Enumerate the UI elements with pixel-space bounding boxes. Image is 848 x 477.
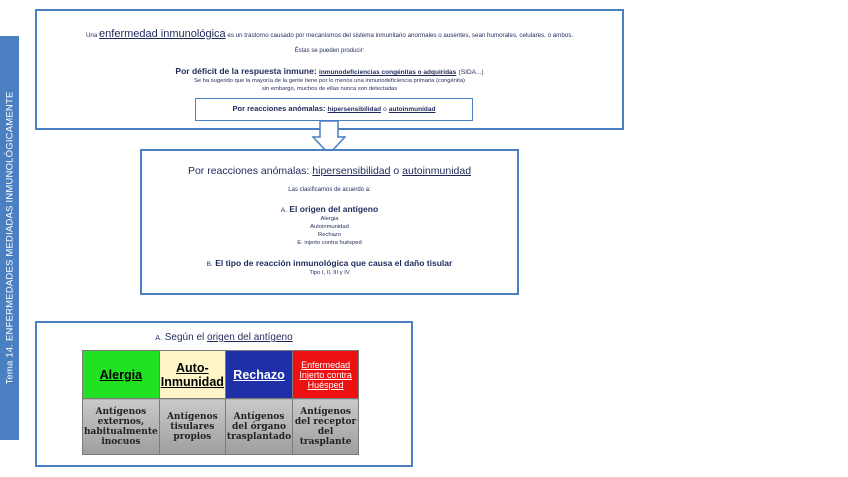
header-autoinmunidad [159, 351, 225, 399]
sidebar-title: Tema 14. ENFERMEDADES MEDIADAS INMUNOLÓGICAMENTE [4, 91, 15, 385]
header-rechazo-label: Rechazo [233, 367, 285, 382]
tag-link-hipersensibilidad[interactable]: hipersensibilidad [327, 106, 382, 113]
reactions-link-hipersensibilidad[interactable]: hipersensibilidad [312, 165, 391, 177]
sidebar [0, 36, 19, 440]
origin-box [35, 321, 413, 467]
header-autoinmunidad-label: Auto-Inmunidad [160, 360, 224, 389]
b-subtext: Tipo I, II, III y IV [309, 270, 350, 276]
a-heading: El origen del antígeno [289, 204, 379, 214]
cell-autoinmunidad [159, 399, 225, 455]
reaction-tag [195, 98, 473, 121]
intro-line [37, 28, 622, 40]
list-item: Alergia [320, 216, 339, 222]
tag-label: Por reacciones anómalas: [232, 104, 326, 113]
tag-connector: o [383, 106, 387, 113]
reactions-box [140, 149, 519, 295]
section-b-heading [142, 258, 517, 268]
list-item: E. injerto contra huésped [297, 240, 362, 246]
reactions-connector: o [393, 165, 400, 177]
header-alergia [83, 351, 160, 399]
reactions-title [142, 165, 517, 177]
table-header-row [83, 351, 359, 399]
origin-table [82, 350, 359, 455]
tag-link-autoinmunidad[interactable]: autoinmunidad [388, 106, 436, 113]
intro-box [35, 9, 624, 130]
deficit-line [37, 66, 622, 76]
header-injerto-label: Enfermedad Injerto contra Huésped [299, 359, 352, 390]
deficit-link[interactable]: inmunodeficiencias congénitas o adquiridas [319, 69, 457, 76]
section-a-heading [142, 204, 517, 214]
origin-link[interactable]: origen del antígeno [207, 332, 293, 343]
list-item: Autoinmunidad [310, 224, 349, 230]
note-line-1: Se ha sugerido que la mayoría de la gente tiene por lo menos una inmunodeficiencia primaria (congénita) [193, 78, 465, 84]
cell-injerto [293, 399, 359, 455]
note-line-2: sin embargo, muchos de ellas nunca son detectadas [261, 86, 398, 92]
cell-autoinmunidad-text: Antígenos tisulares propios [166, 411, 218, 442]
cell-alergia [83, 399, 160, 455]
reactions-title-label: Por reacciones anómalas: [187, 165, 310, 177]
cell-injerto-text: Antígenos del receptor del trasplante [294, 406, 357, 447]
b-marker: B. [206, 261, 213, 268]
intro-produced: Éstas se pueden producir: [294, 48, 365, 54]
b-heading: El tipo de reacción inmunológica que causa el daño tisular [215, 258, 453, 268]
header-injerto [293, 351, 359, 399]
classify-text: Las clasificamos de acuerdo a: [288, 187, 371, 193]
a-marker: A. [280, 207, 287, 214]
intro-text: es un trastorno causado por mecanismos del sistema inmunitario anormales o ausentes, sean humorales, celulares, o ambos. [227, 32, 574, 39]
origin-marker: A. [155, 335, 162, 342]
deficit-label: Por déficit de la respuesta inmune: [175, 66, 317, 76]
intro-prefix: Una [85, 32, 98, 39]
intro-term-link[interactable]: enfermedad inmunológica [99, 28, 226, 40]
deficit-suffix: (SIDA...) [458, 69, 484, 76]
header-alergia-label: Alergia [99, 367, 143, 382]
list-item: Rechazo [318, 232, 341, 238]
reactions-link-autoinmunidad[interactable]: autoinmunidad [402, 165, 472, 177]
origin-label: Según el [164, 332, 205, 343]
header-rechazo [225, 351, 292, 399]
cell-alergia-text: Antígenos externos, habitualmente inocuos [84, 406, 158, 447]
origin-title [37, 332, 411, 343]
a-items-list [142, 215, 517, 247]
cell-rechazo [225, 399, 292, 455]
table-row [83, 399, 359, 455]
cell-rechazo-text: Antígenos del órgano trasplantado [226, 411, 292, 442]
